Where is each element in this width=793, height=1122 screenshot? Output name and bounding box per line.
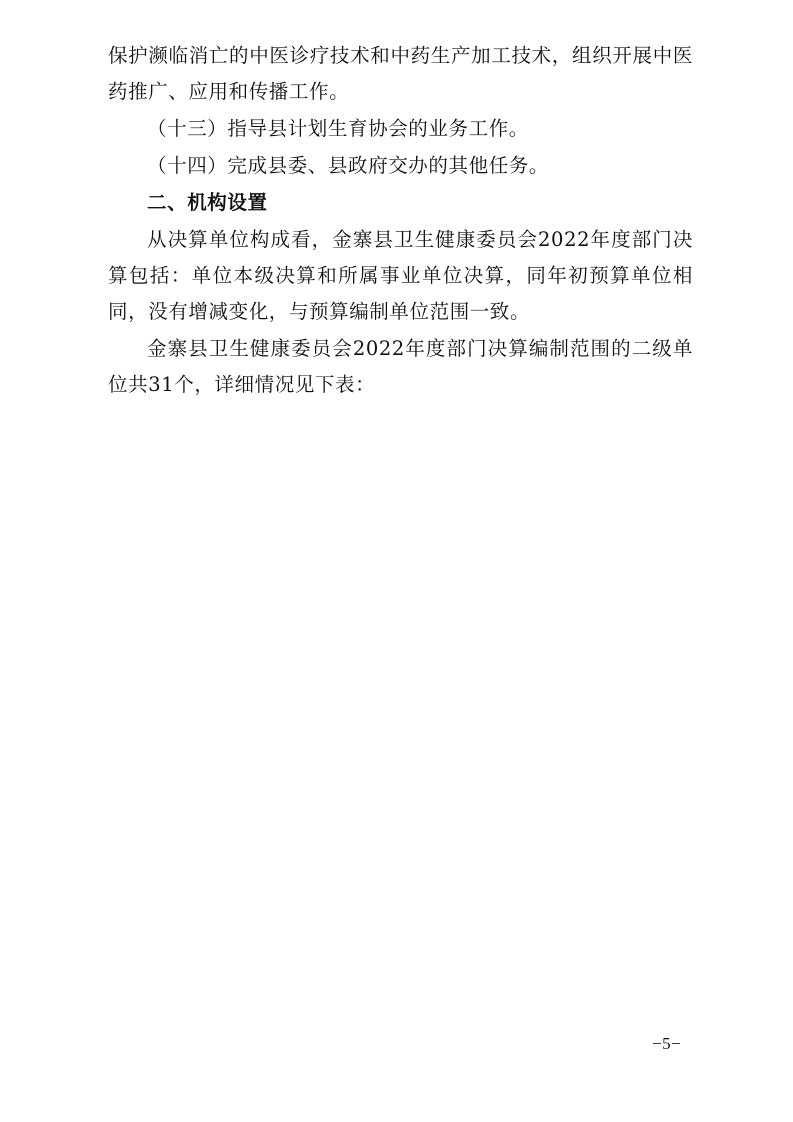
section-heading-organization: 二、机构设置 bbox=[147, 191, 268, 214]
paragraph-item-13: （十三）指导县计划生育协会的业务工作。 bbox=[147, 117, 529, 140]
paragraph-item-14: （十四）完成县委、县政府交办的其他任务。 bbox=[147, 154, 550, 177]
paragraph-tcm-duties: 保护濒临消亡的中医诊疗技术和中药生产加工技术，组织开展中医药推广、应用和传播工作。 bbox=[108, 44, 693, 103]
paragraph-secondary-units: 金寨县卫生健康委员会2022年度部门决算编制范围的二级单位共31个，详细情况见下表： bbox=[108, 337, 693, 396]
page-number: −5− bbox=[652, 1034, 682, 1053]
document-body bbox=[108, 38, 693, 404]
paragraph-budget-units: 从决算单位构成看，金寨县卫生健康委员会2022年度部门决算包括：单位本级决算和所属事业单位决算，同年初预算单位相同，没有增减变化，与预算编制单位范围一致。 bbox=[108, 228, 693, 323]
